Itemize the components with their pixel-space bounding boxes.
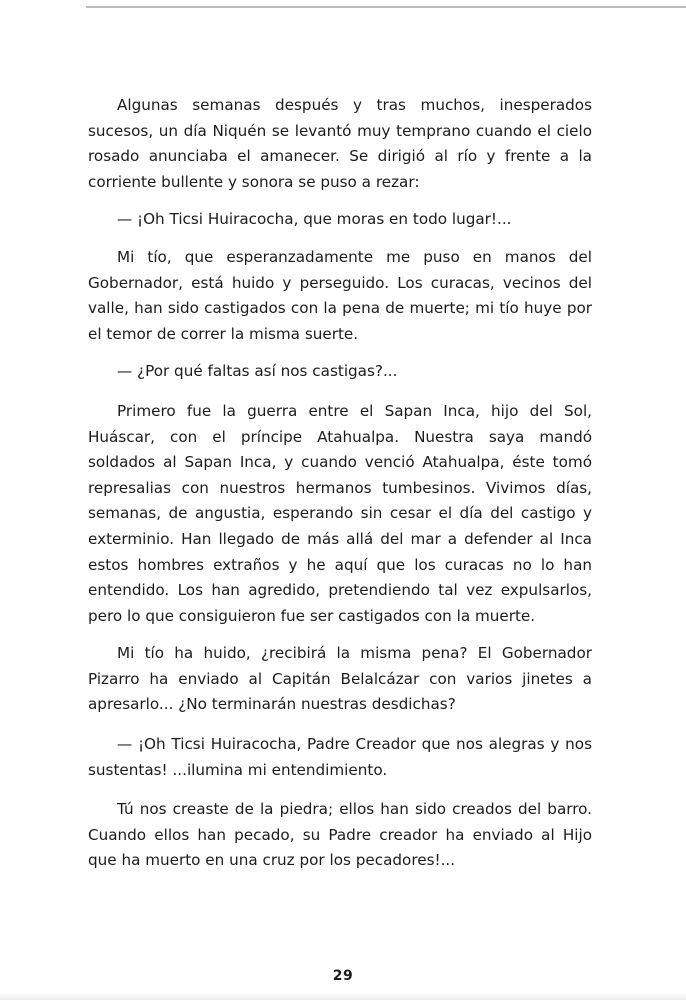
paragraph-8: Tú nos creaste de la piedra; ellos han sido creados del barro. Cuando ellos han pecado, su Padre creador ha enviado al Hijo que ha muerto en una cruz por los pecadores!... bbox=[88, 800, 592, 870]
paragraph-6: Mi tío ha huido, ¿recibirá la misma pena? El Gobernador Pizarro ha enviado al Capitán Belalcázar con varios jinetes a apresarlo... ¿No terminarán nuestras desdichas? bbox=[88, 644, 592, 714]
top-edge-rule bbox=[86, 6, 686, 8]
paragraph-7-dialogue: — ¡Oh Ticsi Huiracocha, Padre Creador que nos alegras y nos sustentas! ...ilumina mi entendimiento. bbox=[88, 735, 592, 779]
paragraph-4-dialogue: — ¿Por qué faltas así nos castigas?... bbox=[117, 362, 398, 381]
paragraph-2-dialogue: — ¡Oh Ticsi Huiracocha, que moras en todo lugar!... bbox=[117, 210, 512, 229]
paragraph-3: Mi tío, que esperanzadamente me puso en manos del Gobernador, está huido y perseguido. Los curacas, vecinos del valle, han sido castigados con la pena de muerte; mi tío huye por el temor de correr la misma suerte. bbox=[88, 247, 592, 343]
page-number: 29 bbox=[332, 968, 354, 984]
paragraph-5: Primero fue la guerra entre el Sapan Inca, hijo del Sol, Huáscar, con el príncipe Atahualpa. Nuestra saya mandó soldados al Sapan Inca, y cuando venció Atahualpa, éste tomó represalias con nuestros hermanos tumbesinos. Vivimos días, semanas, de angustia, esperando sin cesar el día del castigo y exterminio. Han llegado de más allá del mar a defender al Inca estos hombres extraños y he aquí que los curacas no lo han entendido. Los han agredido, pretendiendo tal vez expulsarlos, pero lo que consiguieron fue ser castigados con la muerte. bbox=[88, 401, 592, 625]
paragraph-1: Algunas semanas después y tras muchos, inesperados sucesos, un día Niquén se levantó muy temprano cuando el cielo rosado anunciaba el amanecer. Se dirigió al río y frente a la corriente bullente y sonora se puso a rezar: bbox=[88, 96, 592, 191]
bottom-edge-shadow bbox=[0, 992, 686, 1000]
page-body bbox=[88, 93, 592, 874]
